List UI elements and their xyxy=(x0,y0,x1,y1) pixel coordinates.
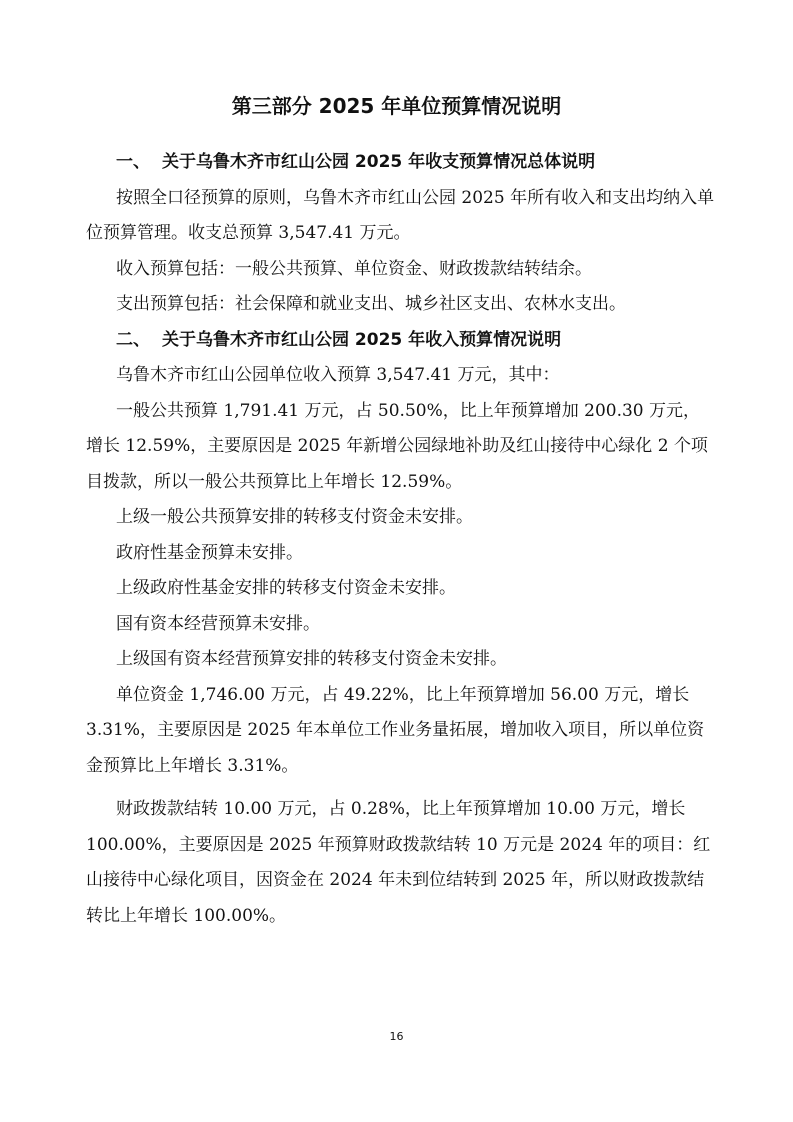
section-number: 一、 xyxy=(116,152,150,172)
page-title: 第三部分 2025 年单位预算情况说明 xyxy=(231,94,562,118)
section-heading-1 xyxy=(86,145,716,181)
section-heading-2 xyxy=(86,323,716,359)
paragraph: 收入预算包括：一般公共预算、单位资金、财政拨款结转结余。 xyxy=(116,258,592,279)
paragraph: 上级一般公共预算安排的转移支付资金未安排。 xyxy=(116,507,473,527)
paragraph: 财政拨款结转 10.00 万元，占 0.28%，比上年预算增加 10.00 万元，增长 100.00%，主要原因是 2025 年预算财政拨款结转 10 万元是 2024 年的项目：红山接待中心绿化项目，因资金在 2024 年未到位结转到 2025 年，所以财政拨款结转比上年增长 100.00%。 xyxy=(86,799,711,926)
section-heading-text: 关于乌鲁木齐市红山公园 2025 年收入预算情况说明 xyxy=(162,329,562,350)
paragraph: 国有资本经营预算未安排。 xyxy=(116,613,320,634)
paragraph: 一般公共预算 1,791.41 万元，占 50.50%，比上年预算增加 200.30 万元，增长 12.59%，主要原因是 2025 年新增公园绿地补助及红山接待中心绿化 2 个项目拨款，所以一般公共预算比上年增长 12.59%。 xyxy=(86,400,708,492)
paragraph: 上级政府性基金安排的转移支付资金未安排。 xyxy=(116,578,456,598)
section-heading-text: 关于乌鲁木齐市红山公园 2025 年收支预算情况总体说明 xyxy=(162,152,596,172)
paragraph: 支出预算包括：社会保障和就业支出、城乡社区支出、农林水支出。 xyxy=(116,294,626,314)
paragraph: 按照全口径预算的原则，乌鲁木齐市红山公园 2025 年所有收入和支出均纳入单位预算管理。收支总预算 3,547.41 万元。 xyxy=(86,187,715,243)
paragraph: 政府性基金预算未安排。 xyxy=(116,542,303,563)
paragraph: 上级国有资本经营预算安排的转移支付资金未安排。 xyxy=(116,649,507,669)
paragraph: 单位资金 1,746.00 万元，占 49.22%，比上年预算增加 56.00 万元，增长 3.31%，主要原因是 2025 年本单位工作业务量拓展，增加收入项目，所以单位资金预算比上年增长 3.31%。 xyxy=(86,684,705,776)
paragraph: 乌鲁木齐市红山公园单位收入预算 3,547.41 万元，其中： xyxy=(116,365,560,385)
page-number: 16 xyxy=(389,1030,404,1043)
document-body xyxy=(86,145,716,934)
section-number: 二、 xyxy=(116,329,150,350)
